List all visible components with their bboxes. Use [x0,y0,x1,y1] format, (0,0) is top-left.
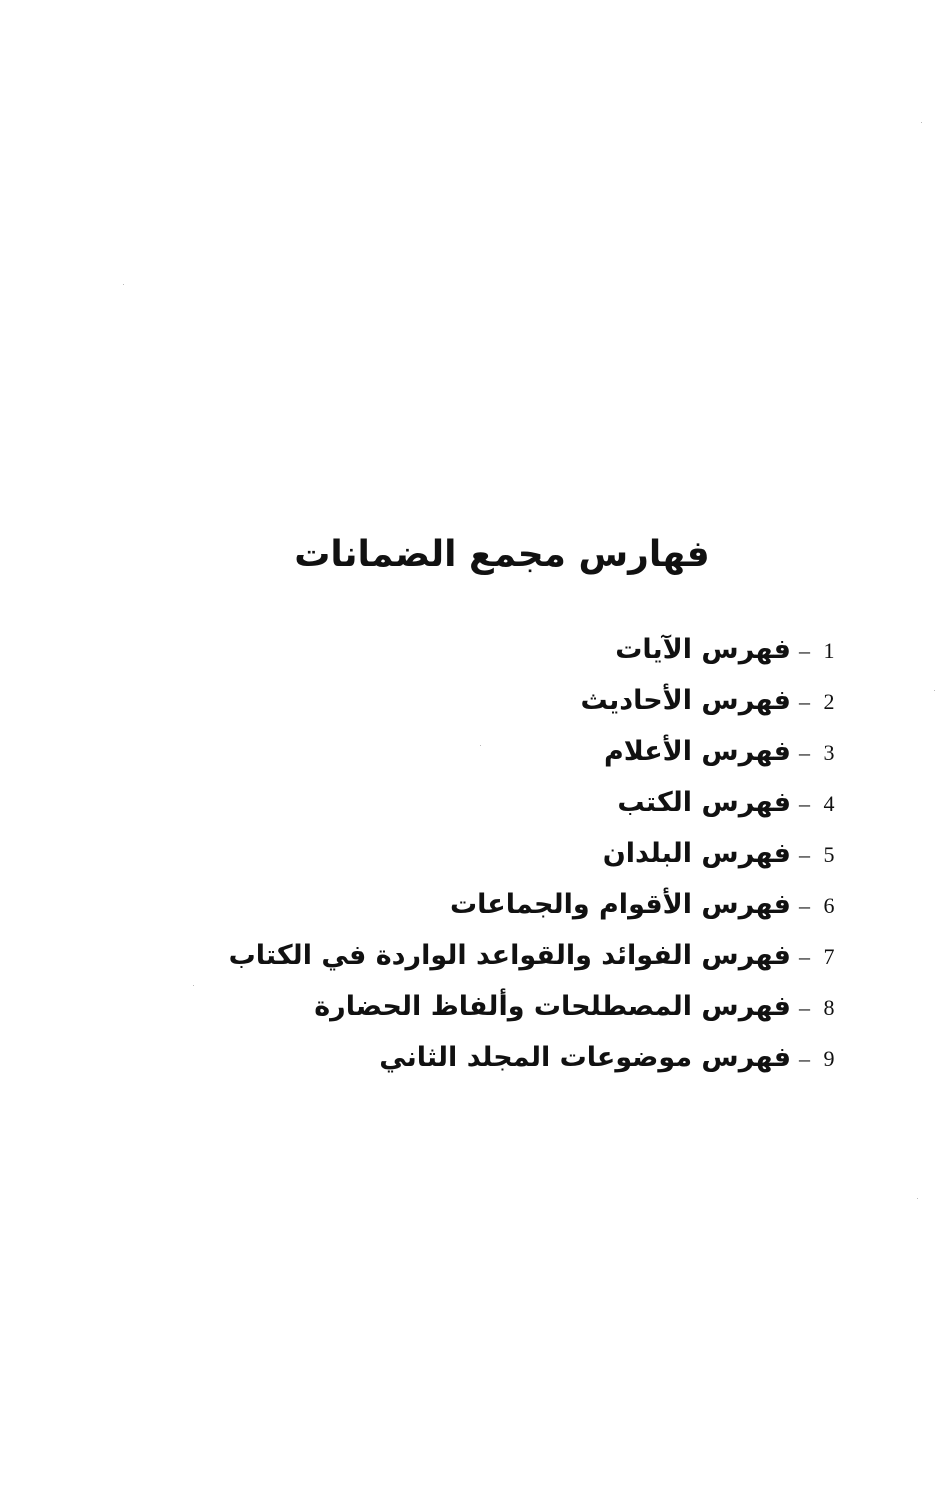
scan-speck [123,284,124,285]
scan-speck [917,1198,918,1199]
item-number: 5 [823,842,835,867]
item-number: 4 [823,791,835,816]
item-title: فهرس الكتب [617,787,791,818]
item-title: فهرس الآيات [615,634,791,665]
index-list-item [229,879,840,930]
item-dash: – [799,689,810,714]
item-number: 3 [823,740,835,765]
index-list-item [229,930,840,981]
item-title: فهرس الفوائد والقواعد الواردة في الكتاب [228,940,791,971]
scan-speck [934,690,935,691]
item-number: 8 [823,995,835,1020]
item-dash: – [799,638,810,663]
item-number: 7 [823,944,835,969]
item-dash: – [799,893,810,918]
index-list-item [229,726,840,777]
item-title: فهرس موضوعات المجلد الثاني [379,1042,791,1073]
item-number: 1 [823,638,835,663]
item-dash: – [799,791,810,816]
item-number: 2 [823,689,835,714]
scan-speck [193,985,194,986]
item-title: فهرس الأقوام والجماعات [450,889,791,920]
index-list-item [229,828,840,879]
page-title: فهارس مجمع الضمانات [294,534,710,576]
item-dash: – [799,842,810,867]
item-title: فهرس الأحاديث [580,685,791,716]
item-title: فهرس الأعلام [603,736,791,767]
index-list-item [229,675,840,726]
item-number: 6 [823,893,835,918]
item-dash: – [799,1046,810,1071]
item-dash: – [799,995,810,1020]
index-list-item [229,777,840,828]
index-list-item [229,1032,840,1083]
scan-speck [921,122,922,123]
index-list-item [229,624,840,675]
item-dash: – [799,740,810,765]
index-list [229,624,840,1083]
item-number: 9 [823,1046,835,1071]
item-title: فهرس البلدان [602,838,791,869]
item-dash: – [799,944,810,969]
index-list-item [229,981,840,1032]
item-title: فهرس المصطلحات وألفاظ الحضارة [314,991,791,1022]
